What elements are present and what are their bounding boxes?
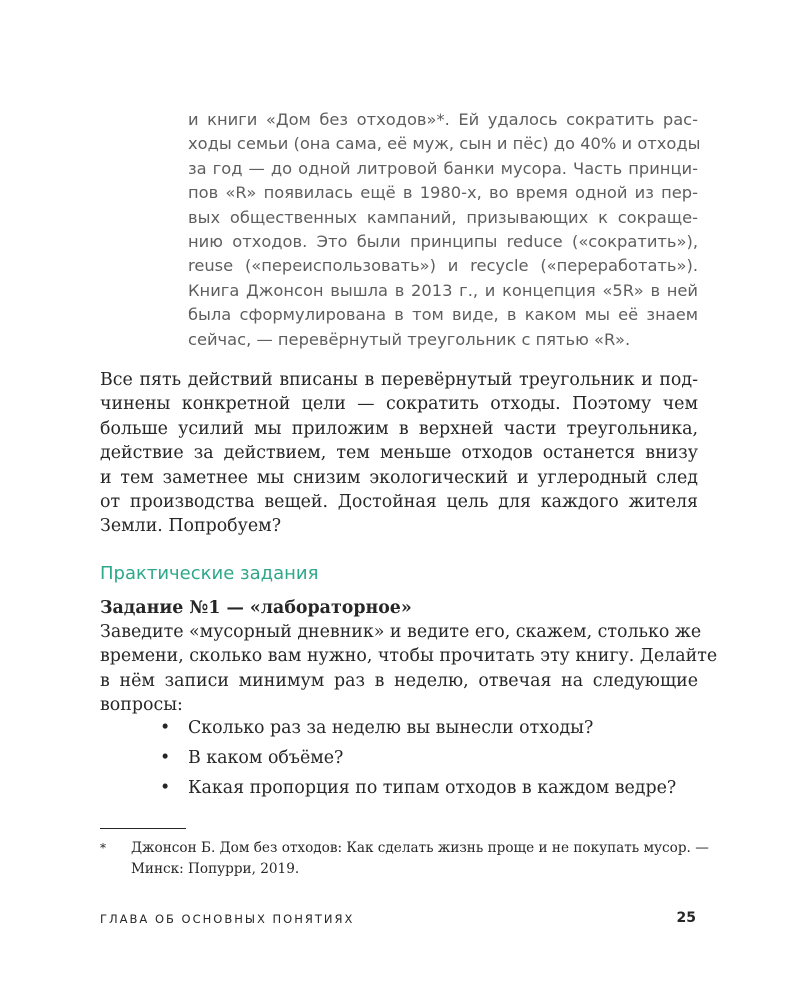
running-head: ГЛАВА ОБ ОСНОВНЫХ ПОНЯТИЯХ xyxy=(100,912,355,926)
list-item-text: В каком объёме? xyxy=(188,748,344,768)
list-item xyxy=(160,714,676,744)
task-line: в нём записи минимум раз в неделю, отвечая на следующие xyxy=(100,670,698,691)
list-item-text: Сколько раз за неделю вы вынесли отходы? xyxy=(188,718,594,738)
task-line: Заведите «мусорный дневник» и ведите его, скажем, столько же xyxy=(100,622,702,642)
paragraph-line: чинены конкретной цели — сократить отходы. Поэтому чем xyxy=(100,394,698,415)
task-title: Задание №1 — «лабораторное» xyxy=(100,598,412,618)
body-paragraph xyxy=(100,368,698,539)
task-line: вопросы: xyxy=(100,695,183,716)
page-number: 25 xyxy=(676,910,696,926)
footnote-divider xyxy=(100,828,186,829)
quote-line: за год — до одной литровой банки мусора. Часть принци- xyxy=(188,158,698,178)
task-description xyxy=(100,620,718,718)
quote-line: reuse («переиспользовать») и recycle («переработать»). xyxy=(188,256,698,276)
paragraph-line: больше усилий мы приложим в верхней части треугольника, xyxy=(100,418,698,439)
footnote-mark: * xyxy=(100,841,106,855)
footnote-line: Джонсон Б. Дом без отходов: Как сделать жизнь проще и не покупать мусор. — xyxy=(131,840,709,856)
quote-line: нию отходов. Это были принципы reduce («сократить»), xyxy=(188,232,698,252)
footnote-text xyxy=(131,838,709,880)
bullet-icon: • xyxy=(160,718,171,738)
quote-line: вых общественных кампаний, призывающих к сокраще- xyxy=(188,207,698,227)
quote-line: была сформулирована в том виде, в каком мы её знаем xyxy=(188,305,698,325)
quote-line: ходы семьи (она сама, её муж, сын и пёс) до 40% и отходы xyxy=(188,134,701,154)
paragraph-line: от производства вещей. Достойная цель для каждого жителя xyxy=(100,492,698,513)
paragraph-line: Все пять действий вписаны в перевёрнутый треугольник и под- xyxy=(100,370,698,390)
paragraph-line: действие за действием, тем меньше отходов останется внизу xyxy=(100,443,698,464)
quoted-passage xyxy=(188,108,701,352)
footnote-line: Минск: Попурри, 2019. xyxy=(131,861,300,877)
quote-line: сейчас, — перевёрнутый треугольник с пятью «R». xyxy=(188,329,631,349)
question-list xyxy=(160,714,676,804)
quote-line: и книги «Дом без отходов»*. Ей удалось сократить рас- xyxy=(188,110,698,129)
paragraph-line: Земли. Попробуем? xyxy=(100,516,282,537)
list-item-text: Какая пропорция по типам отходов в каждом ведре? xyxy=(188,778,677,798)
task-line: времени, сколько вам нужно, чтобы прочитать эту книгу. Делайте xyxy=(100,646,718,667)
paragraph-line: и тем заметнее мы снизим экологический и углеродный след xyxy=(100,467,698,488)
bullet-icon: • xyxy=(160,748,171,768)
bullet-icon: • xyxy=(160,778,171,798)
section-heading: Практические задания xyxy=(100,563,319,584)
quote-line: Книга Джонсон вышла в 2013 г., и концепция «5R» в ней xyxy=(188,280,698,300)
list-item xyxy=(160,744,676,774)
list-item xyxy=(160,774,676,804)
quote-line: пов «R» появилась ещё в 1980-х, во время одной из пер- xyxy=(188,183,698,203)
